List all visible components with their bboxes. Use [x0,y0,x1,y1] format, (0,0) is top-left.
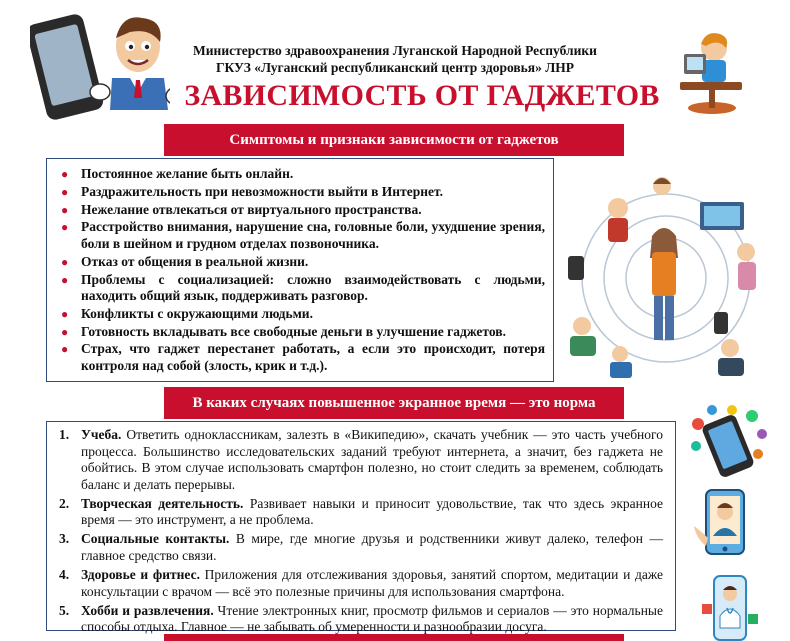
section-heading-bottom [164,634,624,641]
bullet-icon: ● [61,342,69,357]
list-item: 2. Творческая деятельность. Развивает навыки и приносит удовольствие, так что здесь экранное время — это инструмент, а не проблема. [59,495,663,528]
ministry-line-2: ГКУЗ «Луганский республиканский центр здоровья» ЛНР [215,60,575,75]
page-title: ЗАВИСИМОСТЬ ОТ ГАДЖЕТОВ [184,79,660,112]
list-item: ● Проблемы с социализацией: сложно взаимодействовать с людьми, находить общий язык, поддерживать разговор. [61,271,545,304]
video-call-icon [692,486,758,560]
ministry-line-1: Министерство здравоохранения Луганской Народной Республики [193,43,597,58]
bullet-icon: ● [61,167,69,181]
list-item: 3. Социальные контакты. В мире, где многие друзья и родственники живут далеко, телефон — главное средство связи. [59,531,663,563]
list-item: ● Отказ от общения в реальной жизни. [61,253,309,269]
bullet-icon: ● [61,254,69,269]
list-item: ● Расстройство внимания, нарушение сна, головные боли, ухудшение зрения, боли в шейном и грудном отделах позвоночника. [61,219,545,251]
bullet-icon: ● [61,306,69,321]
list-item: ● Готовность вкладывать все свободные деньги в улучшение гаджетов. [61,323,506,339]
list-item: ● Страх, что гаджет перестанет работать, а если это происходит, потеря контроля над собой (злость, крик и т.д.). [61,341,545,374]
list-item: 4. Здоровье и фитнес. Приложения для отслеживания здоровья, занятий спортом, медитации и даже консультации с врачом — всё это полезные причины для использования смартфона. [59,566,663,599]
list-item: 1. Учеба. Ответить одноклассникам, залезть в «Википедию», скачать учебник — это часть учебного процесса. Большинство исследовательских заданий требуют интернета, а значит, без гаджета не обойтись. В этом случае использовать смартфон полезно, но стоит следить за временем, соблюдать баланс и делать перерывы. [59,427,663,492]
list-item: ● Конфликты с окружающими людьми. [61,305,313,321]
normal-screen-time-list [47,422,675,636]
bullet-icon: ● [61,272,69,287]
list-item: ● Постоянное желание быть онлайн. [61,166,294,181]
symptoms-list [47,159,553,375]
list-item: ● Нежелание отвлекаться от виртуального пространства. [61,201,422,217]
child-computer-icon [676,26,748,118]
section-heading-symptoms: Симптомы и признаки зависимости от гаджетов [164,124,624,156]
bullet-icon: ● [61,220,69,235]
gadget-network-illustration [560,166,772,384]
normal-screen-time-box [46,421,676,635]
doctor-phone-icon [700,574,760,641]
section-heading-normal-screen-time: В каких случаях повышенное экранное время — это норма [164,387,624,419]
social-apps-icon [688,404,770,478]
ministry-header [170,42,620,76]
bullet-icon: ● [61,324,69,339]
list-item: 5. Хобби и развлечения. Чтение электронных книг, просмотр фильмов и сериалов — это нормальные способы отдыха. Главное — не забывать об умеренности и разнообразии досуга. [59,602,663,635]
symptoms-box [46,158,554,382]
bullet-icon: ● [61,202,69,217]
list-item: ● Раздражительность при невозможности выйти в Интернет. [61,183,443,199]
bullet-icon: ● [61,184,69,199]
phone-cartoon-icon [30,6,170,126]
